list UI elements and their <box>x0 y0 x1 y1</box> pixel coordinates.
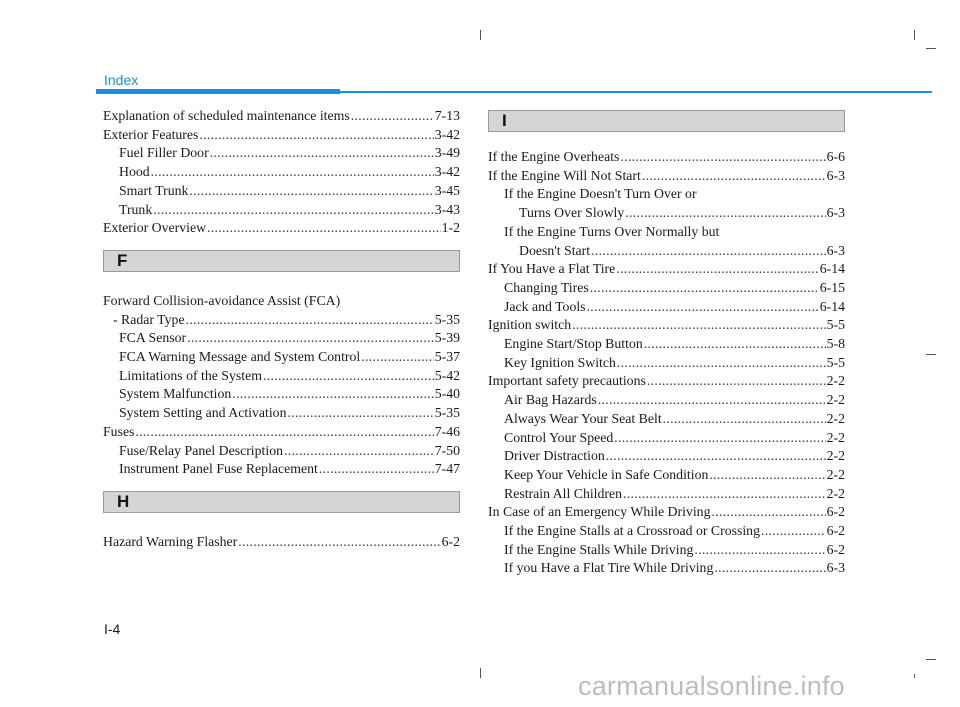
page-number: I-4 <box>104 621 121 637</box>
index-subentry: - Radar Type ..... 5-35 <box>103 311 460 330</box>
index-subentry: Changing Tires ..... 6-15 <box>488 279 845 298</box>
index-entry: Exterior Features ..... 3-42 <box>103 126 460 145</box>
index-subentry: FCA Sensor ..... 5-39 <box>103 329 460 348</box>
section-letter-i: I <box>488 110 845 132</box>
index-entry: If You Have a Flat Tire ..... 6-14 <box>488 260 845 279</box>
index-entry: If the Engine Will Not Start ..... 6-3 <box>488 167 845 186</box>
index-subentry: System Malfunction ..... 5-40 <box>103 385 460 404</box>
index-subentry: Instrument Panel Fuse Replacement ..... 7-47 <box>103 460 460 479</box>
index-entry-heading: Forward Collision-avoidance Assist (FCA) <box>103 292 341 308</box>
index-subentry: Driver Distraction ..... 2-2 <box>488 447 845 466</box>
watermark: carmanualsonline.info <box>578 671 845 701</box>
index-subentry: Trunk ..... 3-43 <box>103 201 460 220</box>
crop-mark <box>914 674 915 678</box>
index-entry: Exterior Overview ..... 1-2 <box>103 219 460 238</box>
index-entry: Hazard Warning Flasher ..... 6-2 <box>103 533 460 552</box>
section-label: Index <box>104 72 139 88</box>
index-column-right <box>488 107 845 578</box>
index-subentry: Keep Your Vehicle in Safe Condition ..... 2-2 <box>488 466 845 485</box>
index-entry: Ignition switch ..... 5-5 <box>488 316 845 335</box>
index-subentry: Hood ..... 3-42 <box>103 163 460 182</box>
index-subentry: Doesn't Start ..... 6-3 <box>488 242 845 261</box>
index-subentry: Restrain All Children ..... 2-2 <box>488 485 845 504</box>
header-rule <box>340 91 932 93</box>
crop-mark <box>926 354 936 355</box>
section-letter-h: H <box>103 491 460 513</box>
header-rule-accent <box>96 89 340 94</box>
index-subentry: Key Ignition Switch ..... 5-5 <box>488 354 845 373</box>
index-subentry: Air Bag Hazards ..... 2-2 <box>488 391 845 410</box>
index-entry: Explanation of scheduled maintenance items ..... 7-13 <box>103 107 460 126</box>
index-subentry: Control Your Speed ..... 2-2 <box>488 429 845 448</box>
index-subentry: If the Engine Doesn't Turn Over or <box>504 186 697 202</box>
index-subentry: Turns Over Slowly ..... 6-3 <box>488 204 845 223</box>
index-subentry: Fuse/Relay Panel Description ..... 7-50 <box>103 442 460 461</box>
index-subentry: If you Have a Flat Tire While Driving ..... 6-3 <box>488 559 845 578</box>
index-subentry: If the Engine Stalls at a Crossroad or Crossing ..... 6-2 <box>488 522 845 541</box>
index-subentry: Smart Trunk ..... 3-45 <box>103 182 460 201</box>
index-subentry: If the Engine Stalls While Driving ..... 6-2 <box>488 541 845 560</box>
index-entry: In Case of an Emergency While Driving ..... 6-2 <box>488 503 845 522</box>
index-subentry: Fuel Filler Door ..... 3-49 <box>103 144 460 163</box>
crop-mark <box>480 668 481 678</box>
index-subentry: Limitations of the System ..... 5-42 <box>103 367 460 386</box>
index-entry: Important safety precautions ..... 2-2 <box>488 372 845 391</box>
section-letter-f: F <box>103 250 460 272</box>
index-subentry: Always Wear Your Seat Belt ..... 2-2 <box>488 410 845 429</box>
index-subentry: Engine Start/Stop Button ..... 5-8 <box>488 335 845 354</box>
index-subentry: If the Engine Turns Over Normally but <box>504 223 720 239</box>
crop-mark <box>926 48 936 49</box>
index-subentry: System Setting and Activation ..... 5-35 <box>103 404 460 423</box>
crop-mark <box>926 659 936 660</box>
index-subentry: FCA Warning Message and System Control ..... 5-37 <box>103 348 460 367</box>
index-entry: If the Engine Overheats ..... 6-6 <box>488 148 845 167</box>
crop-mark <box>914 30 915 40</box>
index-entry: Fuses ..... 7-46 <box>103 423 460 442</box>
crop-mark <box>480 30 481 40</box>
index-column-left <box>103 107 460 552</box>
index-subentry: Jack and Tools ..... 6-14 <box>488 298 845 317</box>
